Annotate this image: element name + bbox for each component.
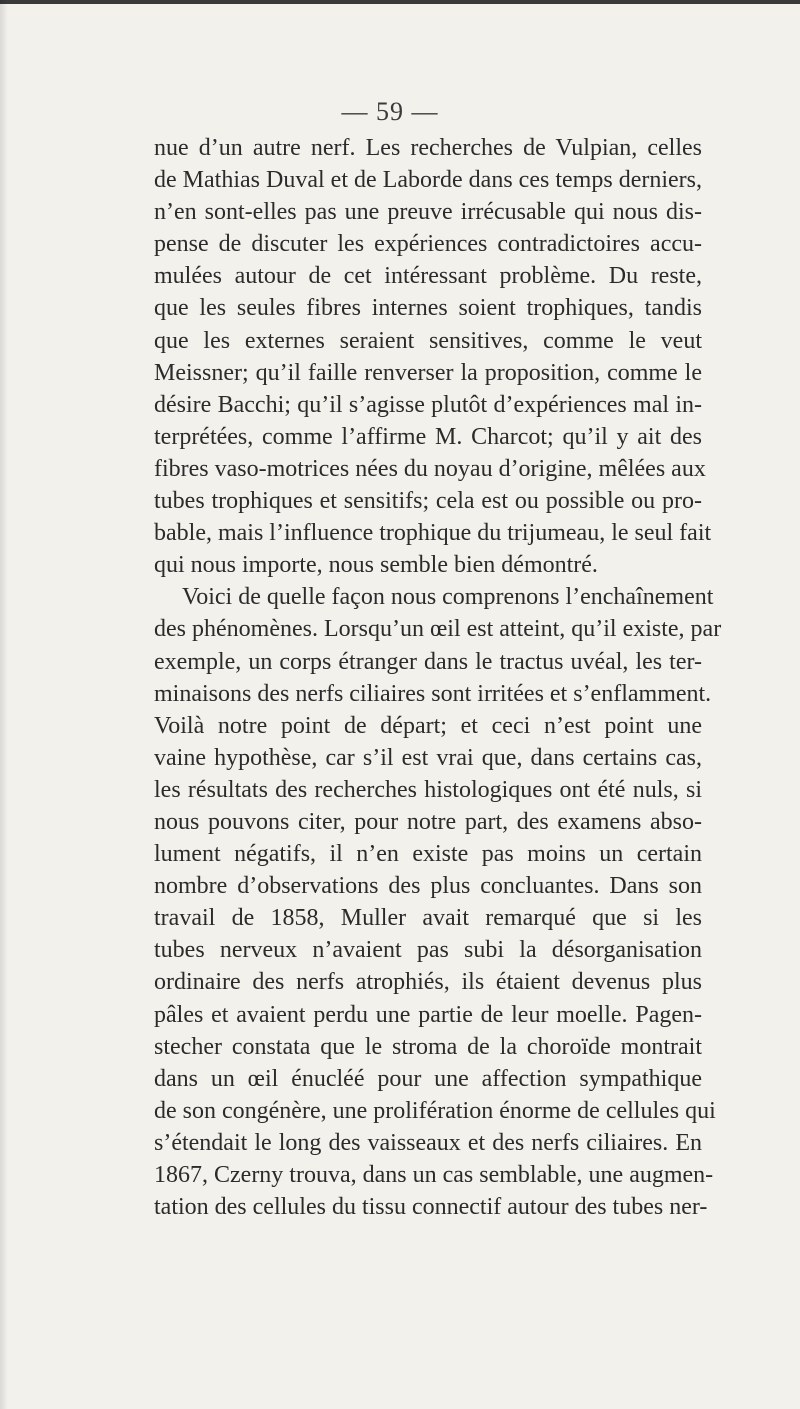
text-line: s’étendait le long des vaisseaux et des nerfs ciliaires. En <box>154 1129 702 1156</box>
paragraph-start-line: Voici de quelle façon nous comprenons l’enchaînement <box>182 584 714 611</box>
text-line: minaisons des nerfs ciliaires sont irritées et s’enflamment. <box>154 680 712 707</box>
text-line: lument négatifs, il n’en existe pas moins un certain <box>154 841 702 868</box>
text-line: travail de 1858, Muller avait remarqué que si les <box>154 905 702 932</box>
text-line: n’en sont-elles pas une preuve irrécusable qui nous dis- <box>154 199 702 226</box>
text-line: mulées autour de cet intéressant problème. Du reste, <box>154 263 702 290</box>
text-line: de Mathias Duval et de Laborde dans ces temps derniers, <box>154 167 702 194</box>
text-line: terprétées, comme l’affirme M. Charcot; qu’il y ait des <box>154 423 702 450</box>
text-line: de son congénère, une prolifération énorme de cellules qui <box>154 1097 716 1124</box>
body-text <box>154 132 722 1223</box>
text-line: nombre d’observations des plus concluantes. Dans son <box>154 873 702 900</box>
text-line: Meissner; qu’il faille renverser la proposition, comme le <box>154 359 702 386</box>
text-line: bable, mais l’influence trophique du trijumeau, le seul fait <box>154 520 712 547</box>
text-line: que les externes seraient sensitives, comme le veut <box>154 327 702 354</box>
text-line: exemple, un corps étranger dans le tractus uvéal, les ter- <box>154 648 702 675</box>
text-line: qui nous importe, nous semble bien démontré. <box>154 552 598 579</box>
text-line: stecher constata que le stroma de la choroïde montrait <box>154 1033 702 1060</box>
text-line: fibres vaso-motrices nées du noyau d’origine, mêlées aux <box>154 455 706 482</box>
text-line: nue d’un autre nerf. Les recherches de Vulpian, celles <box>154 135 702 161</box>
text-line: tation des cellules du tissu connectif autour des tubes ner- <box>154 1194 708 1221</box>
text-line: désire Bacchi; qu’il s’agisse plutôt d’expériences mal in- <box>154 391 702 418</box>
text-line: tubes trophiques et sensitifs; cela est ou possible ou pro- <box>154 488 702 515</box>
text-line: que les seules fibres internes soient trophiques, tandis <box>154 295 702 322</box>
text-line: pense de discuter les expériences contradictoires accu- <box>154 231 702 258</box>
text-line: les résultats des recherches histologiques ont été nuls, si <box>154 776 702 803</box>
text-line: dans un œil énucléé pour une affection sympathique <box>154 1065 702 1092</box>
text-line: pâles et avaient perdu une partie de leur moelle. Pagen- <box>154 1001 702 1028</box>
text-line: des phénomènes. Lorsqu’un œil est atteint, qu’il existe, par <box>154 616 722 643</box>
scan-shadow-edge <box>0 0 8 1409</box>
text-line: vaine hypothèse, car s’il est vrai que, dans certains cas, <box>154 744 702 771</box>
page-number: — 59 — <box>341 97 439 126</box>
text-line: tubes nerveux n’avaient pas subi la désorganisation <box>154 937 702 964</box>
text-line: 1867, Czerny trouva, dans un cas semblable, une augmen- <box>154 1162 714 1188</box>
text-line: Voilà notre point de départ; et ceci n’est point une <box>154 712 702 739</box>
text-line: ordinaire des nerfs atrophiés, ils étaient devenus plus <box>154 969 702 996</box>
top-border-rule <box>0 0 800 4</box>
text-line: nous pouvons citer, pour notre part, des examens abso- <box>154 808 702 835</box>
